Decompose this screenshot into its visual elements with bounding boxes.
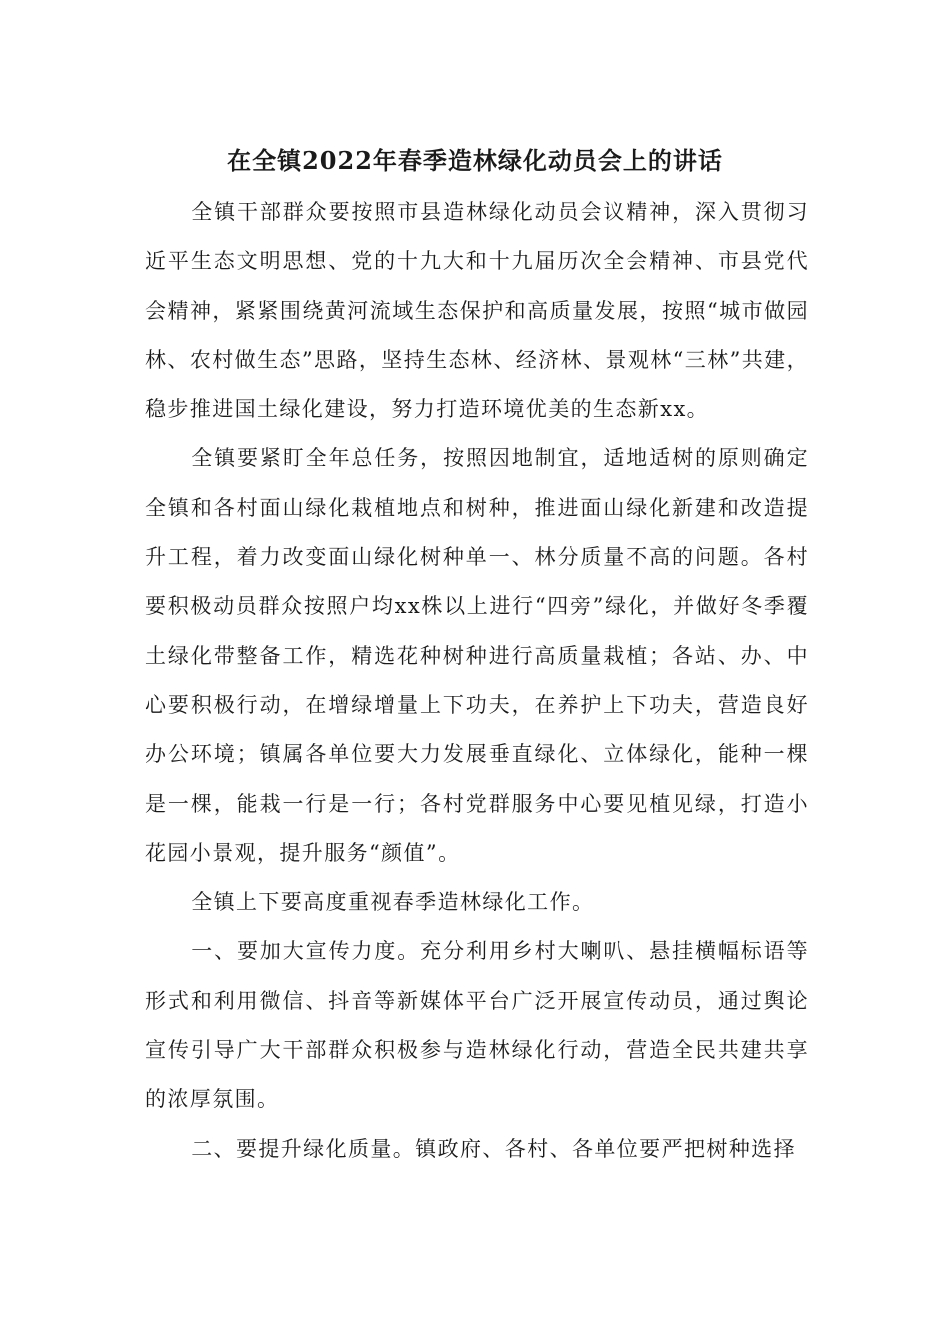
- paragraph-emphasis: 全镇上下要高度重视春季造林绿化工作。: [191, 890, 595, 915]
- paragraph-intro: 全镇干部群众要按照市县造林绿化动员会议精神，深入贯彻习近平生态文明思想、党的十九大和十九届历次全会精神、市县党代会精神，紧紧围绕黄河流域生态保护和高质量发展，按照“城市做园林、农村做生态”思路，坚持生态林、经济林、景观林“三林”共建，稳步推进国土绿化建设，努力打造环境优美的生态新xx。: [145, 200, 809, 422]
- paragraph-point-one: 一、要加大宣传力度。充分利用乡村大喇叭、悬挂横幅标语等形式和利用微信、抖音等新媒体平台广泛开展宣传动员，通过舆论宣传引导广大干部群众积极参与造林绿化行动，营造全民共建共享的浓厚氛围。: [145, 939, 809, 1112]
- paragraph-point-two: 二、要提升绿化质量。镇政府、各村、各单位要严把树种选择: [191, 1136, 796, 1161]
- document-body: [145, 188, 809, 1174]
- paragraph-tasks: 全镇要紧盯全年总任务，按照因地制宜，适地适树的原则确定全镇和各村面山绿化栽植地点和树种，推进面山绿化新建和改造提升工程，着力改变面山绿化树种单一、林分质量不高的问题。各村要积极动员群众按照户均xx株以上进行“四旁”绿化，并做好冬季覆土绿化带整备工作，精选花种树种进行高质量栽植；各站、办、中心要积极行动，在增绿增量上下功夫，在养护上下功夫，营造良好办公环境；镇属各单位要大力发展垂直绿化、立体绿化，能种一棵是一棵，能栽一行是一行；各村党群服务中心要见植见绿，打造小花园小景观，提升服务“颜值”。: [145, 446, 809, 865]
- document-title: 在全镇2022年春季造林绿化动员会上的讲话: [227, 146, 723, 175]
